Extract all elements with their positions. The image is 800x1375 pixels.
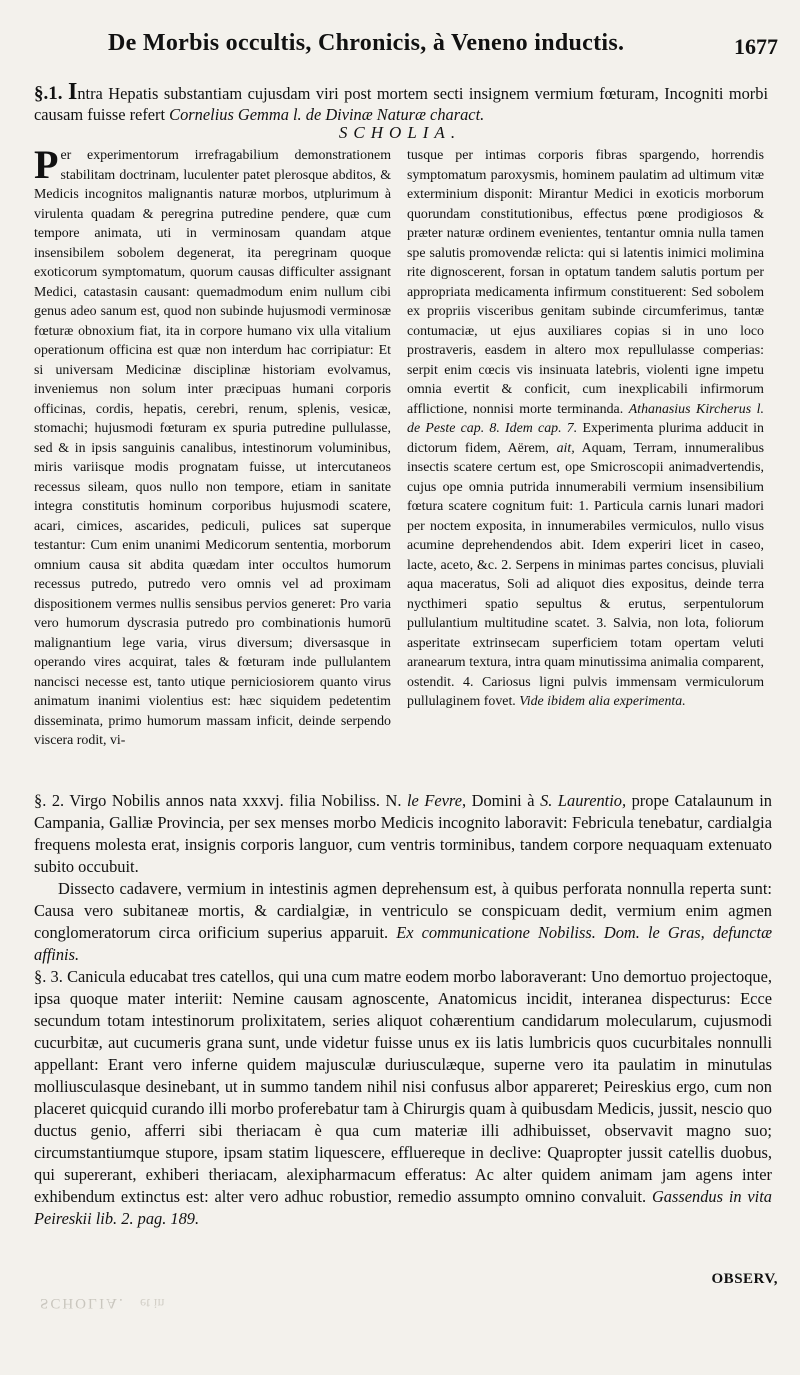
scholia-right-text-a: tusque per intimas corporis fibras spargendo, horrendis symptomatum paroxysmis, hominem paulatim ad ultimum vitæ exterminium disponit: Mirantur Medici in exoticis morborum quorundam constitutionibus, effectus pœne prodigiosos & præter naturæ ordinem evenientes, tentantur omnia nulla tamen spe salutis promovendæ relicta: qui si latentis inimici molimina rite dignoscerent, forsan in optatum tandem salutis portum per appropriata medicamenta infirmum constituerent: Sed sobolem ex propriis visceribus genitam subinde circumferimus, tantæ contumaciæ, ut ejus auxiliares copias si in uno loco prostraveris, easdem in altero mox repullulasse comperias: serpit enim cœcis vis insinuata latebris, violenti igne impetu omnia evertit & conficit, cum inexplicabili infirmorum afflictione, nonnisi morte terminanda. [407,148,764,417]
section-1-text: ntra Hepatis substantiam cujusdam viri post mortem secti insignem vermium fœturam, Incogniti morbi causam fuisse refert [34,84,768,124]
section-2-paragraph-1 [34,790,772,878]
section-2-place: S. Laurentio, [540,791,627,810]
bleed-through-text-2: et in [140,1295,165,1310]
scholia-columns [34,142,764,751]
scholia-right-text-b: Experimenta plurima adducit in dictorum fidem, Aërem, [407,421,764,456]
scholia-dropcap: P [34,142,59,187]
section-3-number: §. 3. [34,967,63,986]
lower-body [34,790,772,1230]
scholia-left-text: er experimentorum irrefragabilium demonstrationem stabilitam doctrinam, luculenter patet plerosque abditos, & Medicis incognitos malignantis naturæ morbos, utplurimum à virulenta quadam & peregrina putredine pendere, quæ cum tempore animata, uti in verminosam quandam atque insensibilem sobolem degenerat, ita peregrinam quoque exoticorum symptomatum, quorum causas difficulter assignant Medici, catastasin causant: quemadmodum enim nullum cibi genus adeo sanum est, quod non subinde hujusmodi verminosæ fœturæ obnoxium fiat, ita in corpore humano vix ulla vitalium operationum officina est quæ non interdum hac corripiatur: Et si universam Medicinæ disciplinæ historiam evolvamus, inveniemus non solum inter præcipuas humani corporis officinas, cordis, hepatis, cerebri, renum, splenis, vesicæ, stomachi; hujusmodi fœturam ex spuria putredine pullulasse, sed & in ipsis sanguinis canalibus, intestinorum voluminibus, miris variisque modis prognatam fuisse, ut intercutaneos recessus sileam, quos nullo non tempore, etiam in sanitate integra constitutis hominum corporibus hujusmodi scatere, acari, cimices, ascarides, pediculi, pulices sat superque testantur: Cum enim unanimi Medicorum sententia, morborum omnium causa sit abdita quædam inter occultos humorum recessus putredo, putredo vero omnis vel ad proximam dispositionem vermes nullis sensibus pervios generet: Pro varia vero humorum dyscrasia putredo pro combinationis humorū malignantium lege varia, virus diversum; diversasque in operando vires acquirat, tales & fœturam inde pullulantem nancisci necesse est, tanto utique perniciosiorem quanto virus animatum inanimi violentius est: hæc siquidem pedetentim disseminata, primo humorum massam inficit, deinde serpendo viscera rodit, vi- [34,148,391,748]
scholia-right-text-c: Aquam, Terram, innumeralibus insectis scatere certum est, ope Smicroscopii animadvertendis, cujus ope omnia putrida innumerabili vermium insensibilium fœtura scatere cognitum fuit: 1. Particula carnis lunari madori per noctem exposita, in innumerabiles vermiculos, nullo visus acumine deprehendendos abit. Idem experiri licet in caseo, lacte, aceto, &c. 2. Serpens in minimas partes concisus, pluviali aqua maceratus, Soli ad aliquot dies expositus, deinde terra nycthimeri spatio sepultus & erutus, serpentulorum pullulantium multitudine scatet. 3. Salvia, non lota, foliorum asperitate extrinsecam superficiem totam opertam veluti aranearum textura, intra quam minutissima animalia comparent, ostendit. 4. Cariosus ligni pulvis immensam vermiculorum pullulaginem fovet. [407,440,764,709]
section-2-name: le Fevre [407,791,462,810]
section-2-text-a: Virgo Nobilis annos nata xxxvj. filia Nobiliss. N. [69,791,402,810]
scholia-citation-kircher: Athanasius Kircherus l. de Peste cap. 8. Idem cap. 7. [407,401,764,436]
section-1 [34,79,768,125]
scholia-ait: ait, [556,440,575,456]
scholia-right-column [407,146,764,751]
scholia-left-column [34,142,391,751]
section-2-number: §. 2. [34,791,65,810]
section-3-text: Canicula educabat tres catellos, qui una cum matre eodem morbo laboraverant: Uno demortuo projectoque, ipsa quoque mater interiit: Nemine causam agnoscente, Anatomicus incidit, interanea dispecturus: Ecce secundum totam intestinorum prolixitatem, series aliquot cohærentium candidarum molecularum, cujusmodi cucurbitæ, aut cucumeris grana sunt, unde videtur fuisse unus ex iis latis lumbricis quos cucurbitales nonnulli appellant: Erant vero inferne quidem majusculæ duriusculæque, superne vero ita paulatim in minutulas molliusculasque desinebant, ut in summo tandem nihil nisi confusus albor appareret; Peireskius ergo, cum non placeret quicquid curando illi morbo proferebatur tam à Chirurgis quam à quibusdam Medicis, jussit, nescio quo ductus genio, afferri sibi theriacam è qua cum materiæ illi adhibuisset, observavit magno suo; circumstantiumque stupore, ipsam statim liquescere, effluereque in declive: Quapropter jussit catellis duobus, qui supererant, exhiberi theriacam, alexipharmacum efferatus: Ac alter quidem animam jam agens inter exhibendum extinctus est: alter vero adhuc robustior, remedio assumpto omnino convaluit. [34,967,772,1206]
section-1-number: §.1. [34,83,63,104]
section-1-initial: I [67,79,78,105]
section-2-text-b: , Domini à [461,791,535,810]
section-2-paragraph-2 [34,878,772,966]
scholia-heading: SCHOLIA. [338,123,462,142]
section-2-para2: Dissecto cadavere, vermium in intestinis agmen deprehensum est, à quibus perforata nonnulla reperta sunt: Causa vero subitaneæ mortis, & cardialgiæ, in ventriculo se conspicuam dedit, vermium enim agmen conglomeratorum circa orificium superius apparuit. [34,879,772,942]
section-2-text-c: prope Catalaunum in Campania, Galliæ Provincia, per sex menses morbo Medicis incognito laboravit: Febricula tenebatur, cardialgia frequens molesta erat, insignis corporis languor, cum ventris torminibus, tandem corpore nequaquam extenuato subito occubuit. [34,791,772,876]
section-3-citation: Gassendus in vita Peireskii lib. 2. pag. 189. [34,1187,772,1228]
section-1-citation: Cornelius Gemma l. de Divinæ Naturæ charact. [169,105,485,124]
section-3-paragraph [34,966,772,1230]
section-2-citation: Ex communicatione Nobiliss. Dom. le Gras, defunctæ affinis. [34,923,773,964]
scholia-citation-vide: Vide ibidem alia experimenta. [519,694,686,709]
catchword: OBSERV, [711,1271,778,1287]
page-number: 1677 [734,34,778,59]
bleed-through-text: SCHOLIA. [40,1295,125,1311]
running-title: De Morbis occultis, Chronicis, à Veneno inductis. [108,30,625,56]
